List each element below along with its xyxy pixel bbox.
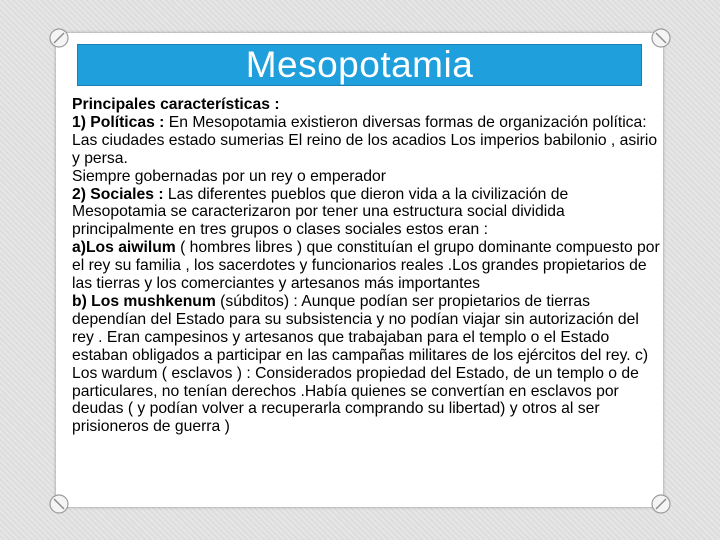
class-label: a)Los aiwilum: [72, 239, 181, 257]
slide-body: [72, 96, 662, 436]
section-text: En Mesopotamia existieron diversas formas de organización política: Las ciudades estado sumerias El reino de los acadios Los imperios babilonio , asirio y persa.: [72, 113, 658, 167]
section-label: 2) Sociales :: [72, 185, 168, 203]
corner-pin-icon: [648, 25, 674, 51]
slide-title: Mesopotamia: [245, 44, 474, 85]
title-bar: [77, 44, 642, 86]
corner-pin-icon: [648, 491, 674, 517]
section-label: 1) Políticas :: [72, 113, 169, 131]
class-label: b) Los mushkenum: [72, 292, 216, 310]
class-mushkenum: [72, 293, 662, 436]
class-aiwilum: [72, 239, 662, 293]
section-text: Las diferentes pueblos que dieron vida a la civilización de Mesopotamia se caracterizaron por tener una estructura social dividida principalmente en tres grupos o clases sociales estos eran :: [72, 185, 569, 239]
class-text: ( hombres libres ) que constituían el grupo dominante compuesto por el rey su familia , los sacerdotes y funcionarios reales .Los grandes propietarios de las tierras y los comerciantes y artesanos más importantes: [72, 239, 660, 293]
class-text: (súbditos) : Aunque podían ser propietarios de tierras dependían del Estado para su subsistencia y no podían viajar sin autorización del rey . Eran campesinos y artesanos que trabajaban para el templo o el Estado estaban obligados a participar en las campañas militares de los ejércitos del rey. c) Los wardum ( esclavos ) : Considerados propiedad del Estado, de un templo o de particulares, no tenían derechos .Había quienes se convertían en esclavos por deudas ( y podían volver a recuperarla comprando su libertad) y otros al ser prisioneros de guerra ): [72, 292, 649, 436]
corner-pin-icon: [46, 491, 72, 517]
section-politicas: [72, 114, 662, 168]
heading: Principales características :: [72, 96, 280, 113]
corner-pin-icon: [46, 25, 72, 51]
section-sociales: [72, 186, 662, 240]
section-extra: Siempre gobernadas por un rey o emperador: [72, 167, 386, 185]
